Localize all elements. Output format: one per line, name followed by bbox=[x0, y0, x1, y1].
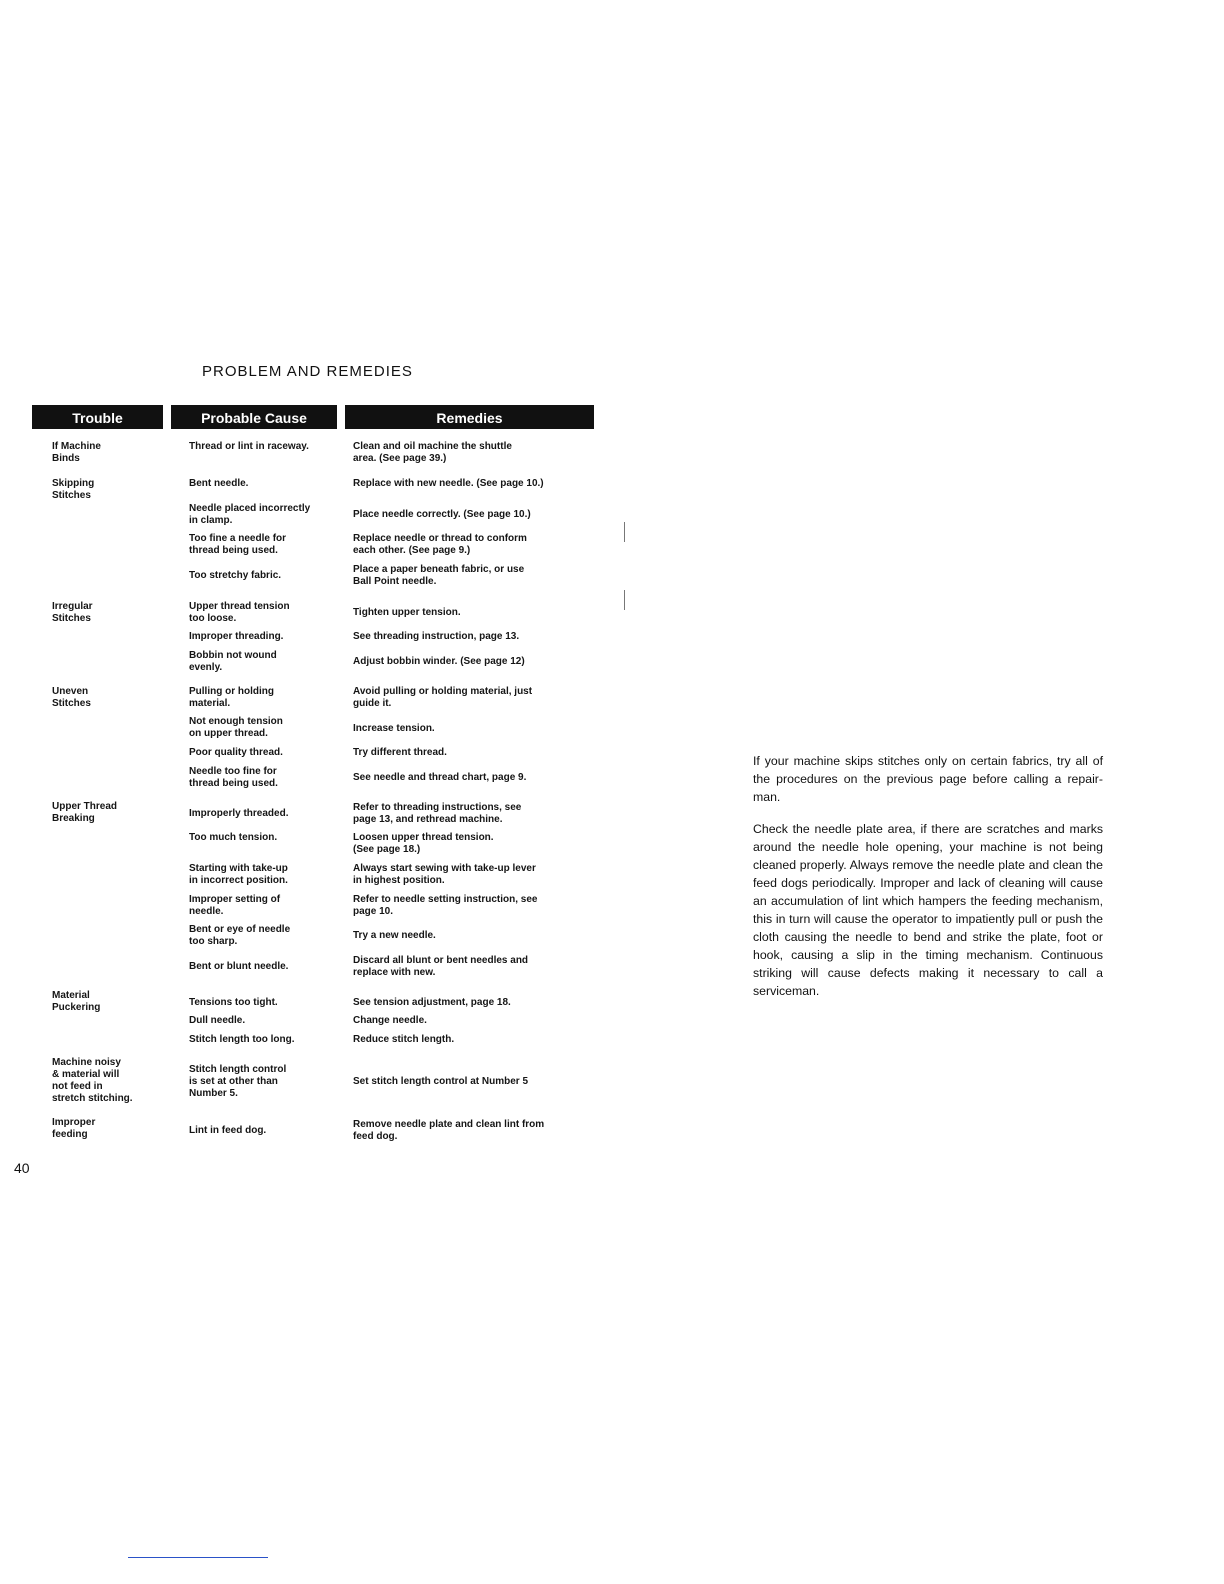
trouble-improper-feeding: Improper feeding bbox=[52, 1117, 96, 1140]
cause-cell: Bent or eye of needle too sharp. bbox=[189, 924, 291, 947]
remedy-cell: Place needle correctly. (See page 10.) bbox=[353, 509, 531, 520]
cause-cell: Bent or blunt needle. bbox=[189, 961, 289, 972]
cause-cell: Improper threading. bbox=[189, 631, 284, 642]
header-probable-cause: Probable Cause bbox=[171, 405, 337, 429]
cause-cell: Upper thread tension too loose. bbox=[189, 601, 290, 624]
cause-cell: Starting with take-up in incorrect position. bbox=[189, 863, 288, 886]
trouble-machine-noisy: Machine noisy & material will not feed in stretch stitching. bbox=[52, 1057, 133, 1104]
cause-cell: Bent needle. bbox=[189, 478, 249, 489]
remedy-cell: Place a paper beneath fabric, or use Ball Point needle. bbox=[353, 564, 525, 587]
remedy-cell: Loosen upper thread tension. (See page 18.) bbox=[353, 832, 494, 855]
cause-cell: Stitch length too long. bbox=[189, 1034, 295, 1045]
trouble-upper-thread-breaking: Upper Thread Breaking bbox=[52, 801, 118, 824]
trouble-skipping-stitches: Skipping Stitches bbox=[52, 478, 95, 501]
cause-cell: Pulling or holding material. bbox=[189, 686, 274, 709]
cause-cell: Needle placed incorrectly in clamp. bbox=[189, 503, 311, 526]
remedy-cell: Change needle. bbox=[353, 1015, 427, 1026]
remedy-cell: Try different thread. bbox=[353, 747, 447, 758]
trouble-irregular-stitches: Irregular Stitches bbox=[52, 601, 93, 624]
remedy-cell: Avoid pulling or holding material, just guide it. bbox=[353, 686, 533, 709]
cause-cell: Lint in feed dog. bbox=[189, 1125, 267, 1136]
cause-cell: Needle too fine for thread being used. bbox=[189, 766, 278, 789]
remedy-cell: Try a new needle. bbox=[353, 930, 436, 941]
trouble-machine-binds: If Machine Binds bbox=[52, 441, 101, 464]
cause-cell: Thread or lint in raceway. bbox=[189, 441, 309, 452]
remedy-cell: Replace needle or thread to conform each other. (See page 9.) bbox=[353, 533, 527, 556]
header-remedies: Remedies bbox=[345, 405, 594, 429]
scan-speck bbox=[624, 590, 625, 610]
remedy-cell: Always start sewing with take-up lever in highest position. bbox=[353, 863, 536, 886]
remedy-cell: Adjust bobbin winder. (See page 12) bbox=[353, 656, 525, 667]
remedy-cell: Refer to threading instructions, see page 13, and rethread machine. bbox=[353, 802, 522, 825]
cause-cell: Improperly threaded. bbox=[189, 808, 289, 819]
remedy-cell: Clean and oil machine the shuttle area. (See page 39.) bbox=[353, 441, 512, 464]
skip-stitches-note: If your machine skips stitches only on certain fabrics, try all of the procedures on the previous page before calling a repair-man. bbox=[753, 754, 1103, 804]
cause-cell: Too much tension. bbox=[189, 832, 278, 843]
cause-cell: Too fine a needle for thread being used. bbox=[189, 533, 287, 556]
remedy-cell: Replace with new needle. (See page 10.) bbox=[353, 478, 544, 489]
trouble-uneven-stitches: Uneven Stitches bbox=[52, 686, 91, 709]
remedy-cell: See tension adjustment, page 18. bbox=[353, 997, 511, 1008]
needle-plate-note: Check the needle plate area, if there are scratches and marks around the needle hole opening, your machine is not being cleaned properly. Always remove the needle plate and clean the feed dogs periodically. Improper and lack of cleaning will cause an accumulation of lint which hampers the feeding mechanism, this in turn will cause the operator to impatiently pull or push the cloth causing the needle to bend and strike the plate, foot or hook, causing a slip in the timing mechanism. Continuous striking will cause defects making it necessary to call a serviceman. bbox=[753, 822, 1103, 998]
cause-cell: Tensions too tight. bbox=[189, 997, 278, 1008]
scan-speck bbox=[624, 522, 625, 542]
remedy-cell: See needle and thread chart, page 9. bbox=[353, 772, 527, 783]
page-number: 40 bbox=[14, 1160, 30, 1176]
cause-cell: Not enough tension on upper thread. bbox=[189, 716, 283, 739]
page-title: PROBLEM AND REMEDIES bbox=[202, 363, 413, 380]
cause-cell: Bobbin not wound evenly. bbox=[189, 650, 277, 673]
remedy-cell: Tighten upper tension. bbox=[353, 607, 461, 618]
underline-artifact bbox=[128, 1557, 268, 1558]
remedy-cell: Discard all blunt or bent needles and replace with new. bbox=[353, 955, 529, 978]
remedy-cell: Remove needle plate and clean lint from feed dog. bbox=[353, 1119, 545, 1142]
remedy-cell: Refer to needle setting instruction, see page 10. bbox=[353, 894, 538, 917]
remedy-cell: Increase tension. bbox=[353, 723, 435, 734]
cause-cell: Stitch length control is set at other than Number 5. bbox=[189, 1064, 287, 1099]
header-trouble: Trouble bbox=[32, 405, 163, 429]
cause-cell: Improper setting of needle. bbox=[189, 894, 281, 917]
trouble-material-puckering: Material Puckering bbox=[52, 990, 101, 1013]
cause-cell: Poor quality thread. bbox=[189, 747, 283, 758]
cause-cell: Too stretchy fabric. bbox=[189, 570, 282, 581]
remedy-cell: Set stitch length control at Number 5 bbox=[353, 1076, 529, 1087]
remedy-cell: Reduce stitch length. bbox=[353, 1034, 455, 1045]
remedy-cell: See threading instruction, page 13. bbox=[353, 631, 520, 642]
cause-cell: Dull needle. bbox=[189, 1015, 246, 1026]
